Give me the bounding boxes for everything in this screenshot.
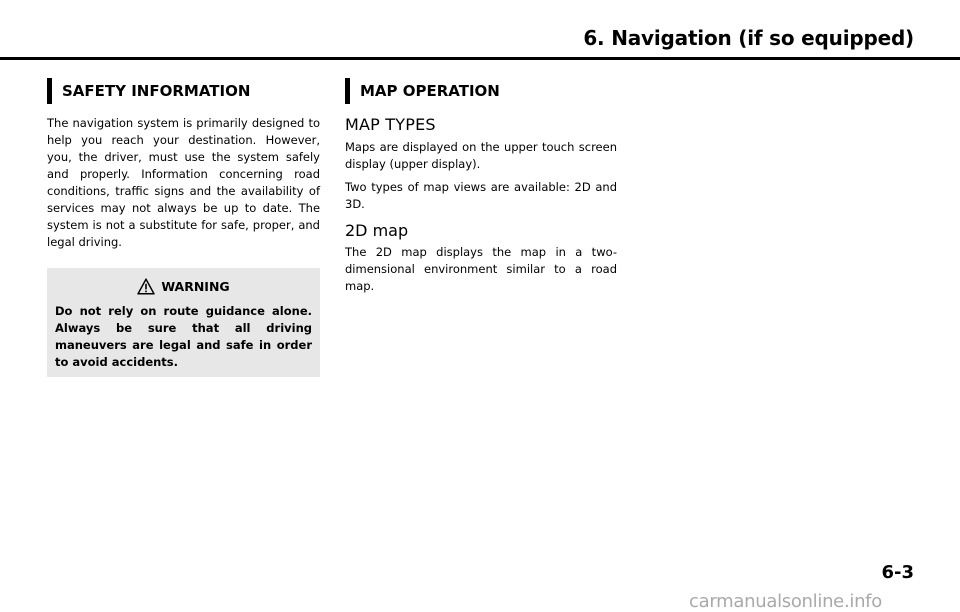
warning-box xyxy=(47,268,320,377)
text-line: Maps are displayed on the upper touch xyxy=(345,140,575,154)
map-types-heading: MAP TYPES xyxy=(345,115,436,134)
heading-bar xyxy=(345,78,350,104)
map-operation-title: MAP OPERATION xyxy=(360,82,500,100)
text-line: The 2D map displays the map in a two- xyxy=(345,245,617,259)
safety-info-paragraph xyxy=(47,115,320,251)
warning-line: Do not rely on route guidance alone. xyxy=(55,304,312,318)
text-line: proper, and legal driving. xyxy=(47,218,320,249)
left-column xyxy=(47,78,320,377)
text-line: The system is not a substitute for safe, xyxy=(47,201,321,232)
map-views-paragraph xyxy=(345,179,617,213)
warning-label: WARNING xyxy=(161,279,230,294)
warning-text xyxy=(55,303,312,371)
warning-line: are legal and safe in order to avoid xyxy=(55,338,312,369)
page-number: 6-3 xyxy=(881,562,914,583)
right-column xyxy=(345,78,617,301)
map-types-paragraph xyxy=(345,139,617,173)
header-rule xyxy=(0,57,960,60)
chapter-title: 6. Navigation (if so equipped) xyxy=(583,26,914,50)
text-line: Two types of map views are available: 2D xyxy=(345,180,591,194)
warning-line: accidents. xyxy=(111,355,179,369)
warning-line: Always be sure that all driving maneuvers xyxy=(55,321,312,352)
watermark-text: carmanualsonline.info xyxy=(611,592,960,611)
text-line: of services may not always be up to date. xyxy=(47,184,321,215)
2d-map-paragraph xyxy=(345,244,617,295)
map-operation-heading xyxy=(345,78,617,104)
text-line: screen display (upper display). xyxy=(345,140,617,171)
warning-triangle-icon xyxy=(137,278,155,295)
text-line: you, the driver, must use the system safely xyxy=(47,150,320,164)
text-line: and 3D. xyxy=(345,180,617,211)
warning-header xyxy=(55,278,312,295)
safety-info-heading xyxy=(47,78,320,104)
text-line: conditions, traffic signs and the availability xyxy=(47,184,304,198)
text-line: map. xyxy=(345,279,375,293)
safety-info-title: SAFETY INFORMATION xyxy=(62,82,251,100)
text-line: to help you reach your destination. However, xyxy=(47,116,321,147)
heading-bar xyxy=(47,78,52,104)
text-line: The navigation system is primarily designed xyxy=(47,116,305,130)
2d-map-heading: 2D map xyxy=(345,221,409,240)
text-line: and properly. Information concerning road xyxy=(47,167,320,181)
text-line: dimensional environment similar to a road xyxy=(345,262,617,276)
